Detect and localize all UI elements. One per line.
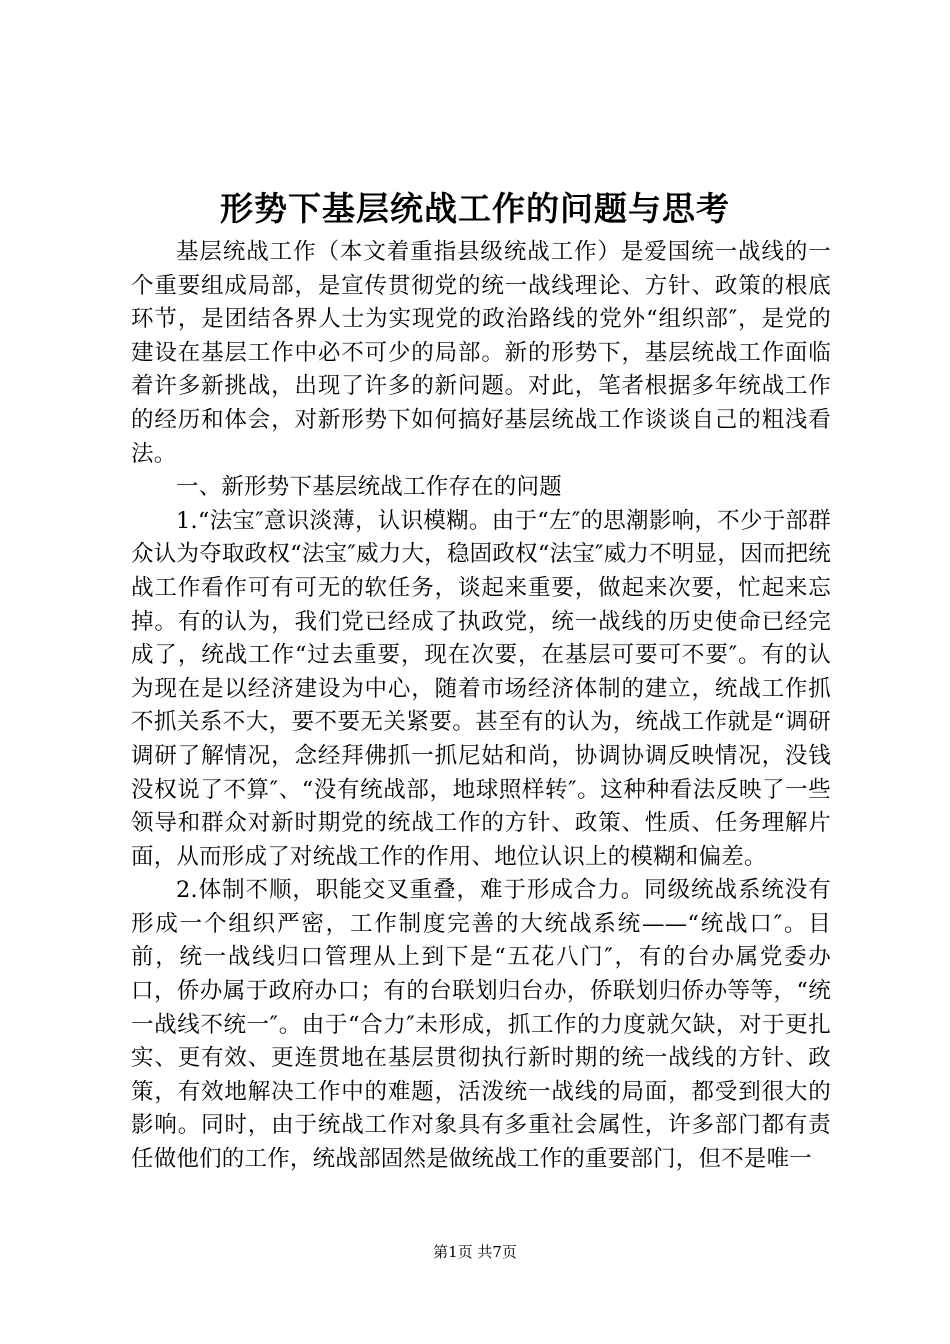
paragraph-point-2: 2.体制不顺，职能交叉重叠，难于形成合力。同级统战系统没有形成一个组织严密，工作制度完善的大统战系统——“统战口″。目前，统一战线归口管理从上到下是“五花八门″，有的台办属党委办口，侨办属于政府办口；有的台联划归台办，侨联划归侨办等等，“统一战线不统一″。由于“合力″未形成，抓工作的力度就欠缺，对于更扎实、更有效、更连贯地在基层贯彻执行新时期的统一战线的方针、政策，有效地解决工作中的难题，活泼统一战线的局面，都受到很大的影响。同时，由于统战工作对象具有多重社会属性，许多部门都有责任做他们的工作，统战部固然是做统战工作的重要部门，但不是唯一: [131, 877, 831, 1173]
document-body: [131, 236, 831, 1177]
section-heading-problems: 一、新形势下基层统战工作存在的问题: [176, 474, 562, 501]
paragraph-point-1: 1.“法宝″意识淡薄，认识模糊。由于“左″的思潮影响，不少于部群众认为夺取政权“法宝″威力大，稳固政权“法宝″威力不明显，因而把统战工作看作可有可无的软任务，谈起来重要，做起来次要，忙起来忘掉。有的认为，我们党已经成了执政党，统一战线的历史使命已经完成了，统战工作“过去重要，现在次要，在基层可要可不要″。有的认为现在是以经济建设为中心，随着市场经济体制的建立，统战工作抓不抓关系不大，要不要无关紧要。甚至有的认为，统战工作就是“调研调研了解情况，念经拜佛抓一抓尼姑和尚，协调协调反映情况，没钱没权说了不算″、“没有统战部，地球照样转″。这种种看法反映了一些领导和群众对新时期党的统战工作的方针、政策、性质、任务理解片面，从而形成了对统战工作的作用、地位认识上的模糊和偏差。: [131, 507, 831, 870]
page-number-footer: 第1页 共7页: [433, 1243, 517, 1261]
document-title: 形势下基层统战工作的问题与思考: [220, 189, 730, 228]
paragraph-intro: 基层统战工作（本文着重指县级统战工作）是爱国统一战线的一个重要组成局部，是宣传贯彻党的统一战线理论、方针、政策的根底环节，是团结各界人士为实现党的政治路线的党外“组织部″，是党的建设在基层工作中必不可少的局部。新的形势下，基层统战工作面临着许多新挑战，出现了许多的新问题。对此，笔者根据多年统战工作的经历和体会，对新形势下如何搞好基层统战工作谈谈自己的粗浅看法。: [131, 239, 831, 467]
